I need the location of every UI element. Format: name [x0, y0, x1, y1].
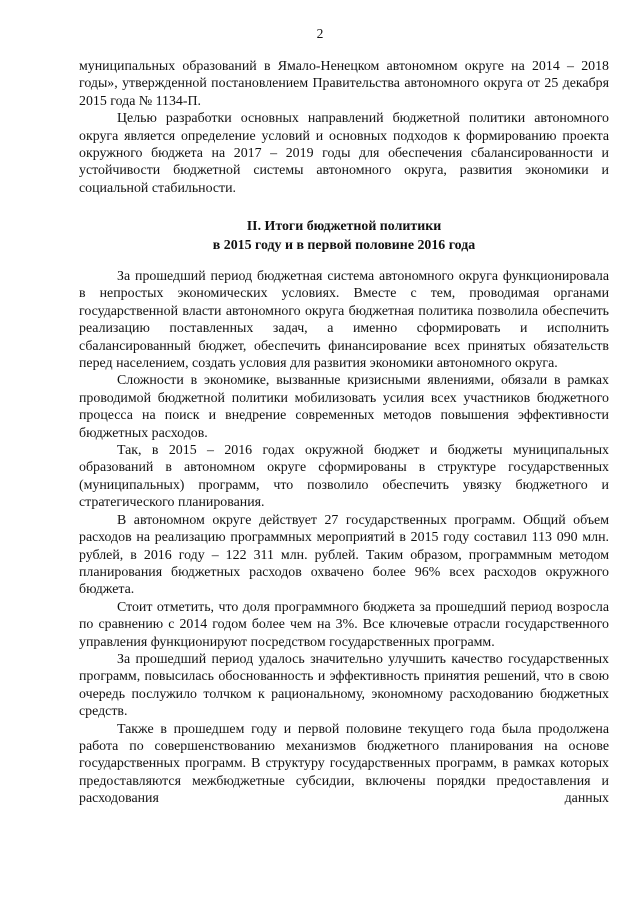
- paragraph-5: Стоит отметить, что доля программного бюджета за прошедший период возросла по сравнению с 2014 годом более чем на 3%. Все ключевые отрасли государственного управления функционируют посредством государственных программ.: [79, 599, 609, 650]
- section-heading-line-1: II. Итоги бюджетной политики: [246, 219, 442, 234]
- page-number: 2: [316, 26, 324, 41]
- paragraph-4: В автономном округе действует 27 государственных программ. Общий объем расходов на реализацию программных мероприятий в 2015 году составил 113 090 млн. рублей, в 2016 году – 122 311 млн. рублей. Таким образом, программным методом планирования бюджетных расходов охвачено более 96% всех расходов окружного бюджета.: [79, 512, 609, 598]
- section-heading: [79, 217, 609, 255]
- paragraph-1: За прошедший период бюджетная система автономного округа функционировала в непростых экономических условиях. Вместе с тем, проводимая органами государственной власти автономного округа бюджетная политика позволила обеспечить реализацию поставленных задач, а именно сформировать и исполнить сбалансированный бюджет, обеспечить финансирование всех принятых обязательств перед населением, создать условия для развития экономики автономного округа.: [79, 269, 609, 372]
- paragraph-6: За прошедший период удалось значительно улучшить качество государственных программ, повысилась обоснованность и эффективность принятия решений, что в свою очередь послужило толчком к рациональному, экономному расходованию бюджетных средств.: [79, 651, 609, 720]
- intro-paragraph-continuation: муниципальных образований в Ямало-Ненецком автономном округе на 2014 – 2018 годы», утвержденной постановлением Правительства автономного округа от 25 декабря 2015 года № 1134-П.: [79, 59, 609, 109]
- section-body: [79, 268, 609, 808]
- paragraph-7: Также в прошедшем году и первой половине текущего года была продолжена работа по совершенствованию механизмов бюджетного планирования на основе государственных программ. В структуру государственных программ, в рамках которых предоставляются межбюджетные субсидии, включены порядки предоставления и расходования данных: [79, 721, 609, 807]
- section-heading-line-2: в 2015 году и в первой половине 2016 года: [212, 238, 476, 253]
- paragraph-2: Сложности в экономике, вызванные кризисными явлениями, обязали в рамках проводимой бюджетной политики мобилизовать усилия всех участников бюджетного процесса на поиск и внедрение современных методов повышения эффективности бюджетных расходов.: [79, 373, 609, 441]
- intro-text-block: [79, 58, 609, 197]
- intro-paragraph-purpose: Целью разработки основных направлений бюджетной политики автономного округа является определение условий и основных подходов к формированию проекта окружного бюджета на 2017 – 2019 годы для обеспечения сбалансированности и устойчивости бюджетной системы автономного округа, развития экономики и социальной стабильности.: [79, 111, 609, 196]
- paragraph-3: Так, в 2015 – 2016 годах окружной бюджет и бюджеты муниципальных образований в автономном округе сформированы в структуре государственных (муниципальных) программ, что позволило обеспечить увязку бюджетного и стратегического планирования.: [79, 443, 609, 511]
